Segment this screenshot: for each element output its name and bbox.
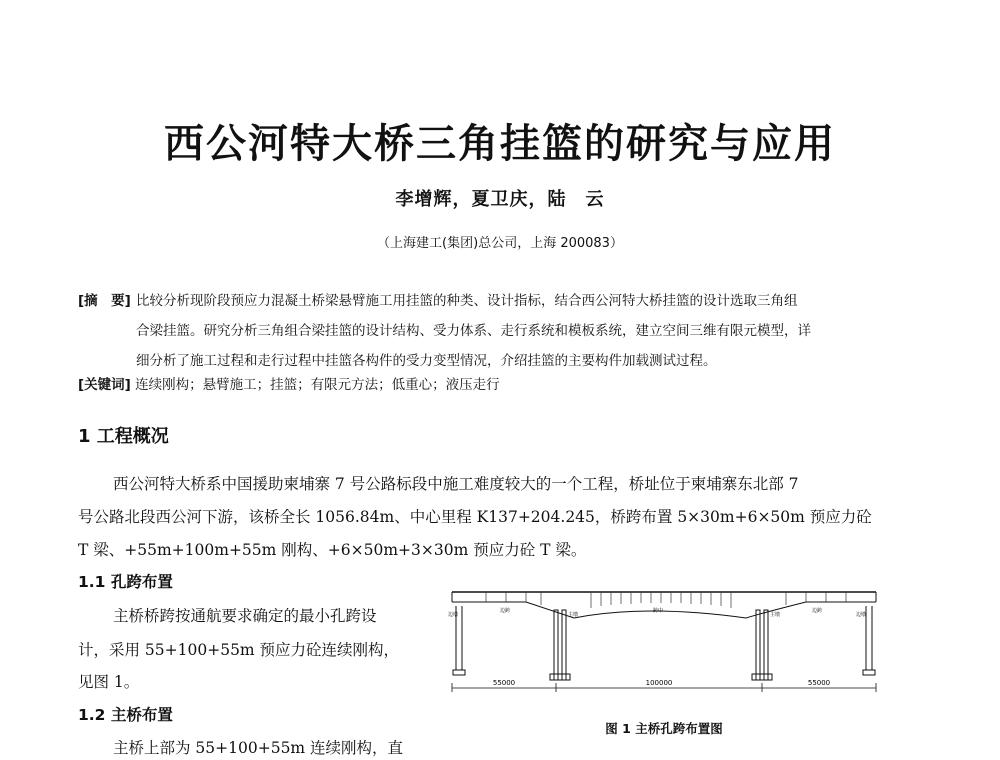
label-side-span-2: 边跨 [812, 608, 823, 614]
paragraph-line: 西公河特大桥系中国援助柬埔寨 7 号公路标段中施工难度较大的一个工程，桥址位于柬埔寨东北部 7 [113, 475, 799, 493]
paragraph-line: 主桥上部为 55+100+55m 连续刚构，直 [113, 739, 404, 757]
label-side-span-1: 边跨 [500, 608, 511, 614]
figure-caption: 图 1 主桥孔跨布置图 [605, 721, 723, 736]
label-main-pier-1: 主墩 [568, 612, 579, 618]
paragraph-line: 号公路北段西公河下游，该桥全长 1056.84m、中心里程 K137+204.245，桥跨布置 5×30m+6×50m 预应力砼 [78, 508, 872, 526]
author-list: 李增辉，夏卫庆，陆 云 [395, 189, 605, 210]
affiliation: （上海建工(集团)总公司，上海 200083） [377, 236, 623, 251]
paragraph-line: 计，采用 55+100+55m 预应力砼连续刚构， [78, 641, 400, 659]
main-pier-2 [752, 610, 772, 680]
paragraph-line: 见图 1。 [78, 673, 140, 691]
abstract-block [78, 286, 908, 376]
dim-label-right: 55000 [807, 679, 831, 687]
abstract-line: 合梁挂篮。研究分析三角组合梁挂篮的设计结构、受力体系、走行系统和模板系统，建立空间三维有限元模型，详 [136, 323, 811, 339]
label-mid-span: 跨中 [653, 608, 664, 614]
paper-title: 西公河特大桥三角挂篮的研究与应用 [164, 121, 836, 167]
abstract-line: 细分析了施工过程和走行过程中挂篮各构件的受力变型情况，介绍挂篮的主要构件加载测试过程。 [136, 353, 717, 369]
section-heading: 1 工程概况 [78, 426, 169, 447]
keywords-label: [关键词] [78, 377, 131, 393]
main-pier-1 [550, 610, 570, 680]
dim-label-middle: 100000 [645, 679, 673, 687]
keywords-text: 连续刚构；悬臂施工；挂篮；有限元方法；低重心；液压走行 [135, 377, 500, 393]
subsection-heading: 1.1 孔跨布置 [78, 573, 173, 591]
paragraph-line: 主桥桥跨按通航要求确定的最小孔跨设 [113, 607, 377, 625]
paragraph-line: T 梁、+55m+100m+55m 刚构、+6×50m+3×30m 预应力砼 T 梁。 [78, 541, 587, 559]
subsection-heading: 1.2 主桥布置 [78, 706, 173, 724]
label-left-pier: 边墩 [448, 612, 459, 618]
abstract-label: [摘 要] [78, 293, 131, 309]
label-main-pier-2: 主墩 [770, 612, 781, 618]
label-right-pier: 边墩 [856, 612, 867, 618]
dim-label-left: 55000 [492, 679, 516, 687]
abstract-line: 比较分析现阶段预应力混凝土桥梁悬臂施工用挂篮的种类、设计指标，结合西公河特大桥挂篮的设计选取三角组 [136, 293, 798, 309]
keywords-block [78, 373, 908, 393]
bridge-span-diagram [446, 578, 882, 708]
